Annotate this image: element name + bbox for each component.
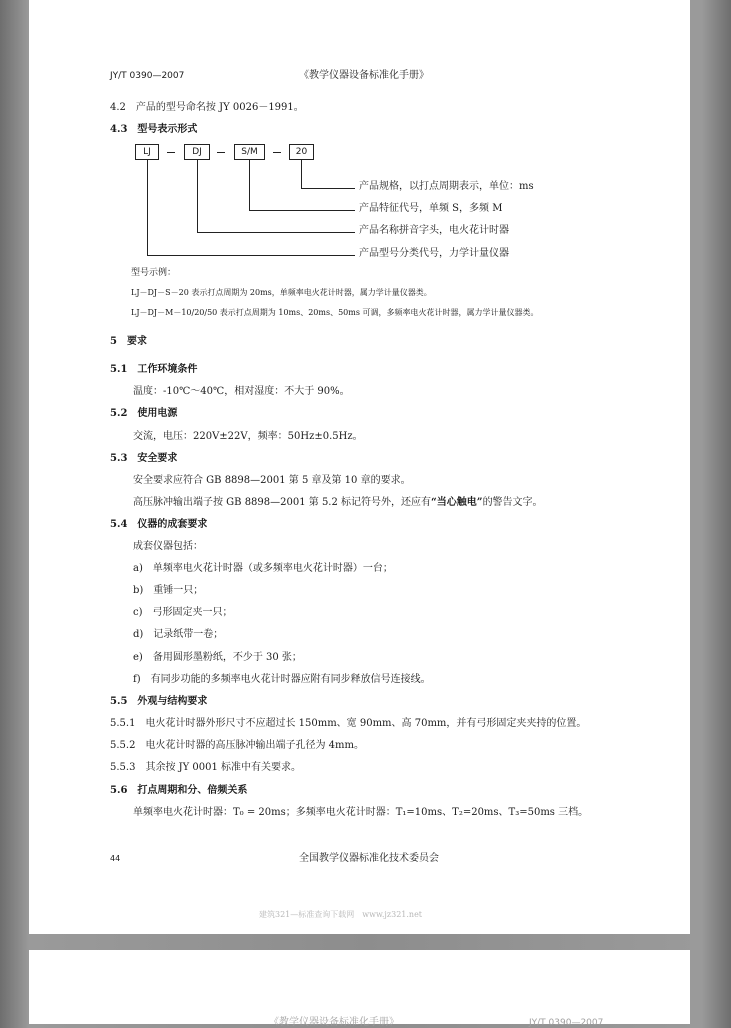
section-5-6-text: 单频率电火花计时器：T₀ = 20ms；多频率电火花计时器：T₁=10ms、T₂=20ms、T₃=50ms 三档。 [133, 807, 589, 818]
section-5-title: 5 要求 [110, 336, 147, 347]
label-name: 产品名称拼音字头，电火花计时器 [359, 225, 509, 236]
section-5-2-text: 交流，电压：220V±22V，频率：50Hz±0.5Hz。 [133, 431, 363, 442]
header-standard-code: JY/T 0390—2007 [110, 71, 185, 81]
section-4-3-title: 4.3 型号表示形式 [110, 124, 198, 135]
label-category: 产品型号分类代号，力学计量仪器 [359, 248, 509, 259]
diagram-dash [273, 152, 281, 153]
diagram-dash [217, 152, 225, 153]
connector-spec [301, 160, 302, 188]
connector-name [197, 160, 198, 232]
section-4-2: 4.2 产品的型号命名按 JY 0026－1991。 [110, 102, 304, 113]
connector-feature [249, 160, 250, 210]
list-item: a) 单频率电火花计时器（或多频率电火花计时器）一台； [133, 563, 393, 574]
connector-spec [301, 188, 355, 189]
section-5-4-title: 5.4 仪器的成套要求 [110, 519, 208, 530]
model-example-title: 型号示例： [131, 268, 177, 278]
warning-text: “当心触电” [431, 497, 483, 508]
next-page-handbook-title: 《教学仪器设备标准化手册》 [269, 1017, 399, 1028]
list-item: b) 重锤一只； [133, 585, 204, 596]
diagram-dash [167, 152, 175, 153]
section-5-2-title: 5.2 使用电源 [110, 408, 178, 419]
list-item: d) 记录纸带一卷； [133, 629, 224, 640]
box-feature-code: S/M [234, 144, 265, 160]
label-spec: 产品规格，以打点周期表示，单位：ms [359, 181, 534, 192]
section-5-5-3: 5.5.3 其余按 JY 0001 标准中有关要求。 [110, 762, 302, 773]
section-5-5-title: 5.5 外观与结构要求 [110, 696, 208, 707]
connector-category [147, 160, 148, 255]
connector-category [147, 255, 355, 256]
section-5-3-title: 5.3 安全要求 [110, 453, 178, 464]
section-5-6-title: 5.6 打点周期和分、倍频关系 [110, 785, 248, 796]
next-page-standard-code: JY/T 0390—2007 [529, 1018, 604, 1028]
connector-feature [249, 210, 355, 211]
footer-committee: 全国教学仪器标准化技术委员会 [299, 853, 439, 864]
next-document-page [29, 950, 690, 1028]
list-item: f) 有同步功能的多频率电火花计时器应附有同步释放信号连接线。 [133, 674, 431, 685]
box-category-code: LJ [135, 144, 159, 160]
section-5-3-text-2c: 的警告文字。 [482, 497, 543, 508]
section-5-3-text-1: 安全要求应符合 GB 8898—2001 第 5 章及第 10 章的要求。 [133, 475, 411, 486]
header-handbook-title: 《教学仪器设备标准化手册》 [299, 70, 429, 81]
list-item: e) 备用圆形墨粉纸，不少于 30 张； [133, 652, 302, 663]
model-example-2: LJ－DJ－M－10/20/50 表示打点周期为 10ms、20ms、50ms 可调，多频率电火花计时器，属力学计量仪器类。 [131, 308, 539, 317]
page-number: 44 [110, 854, 121, 863]
section-5-1-text: 温度：-10℃～40℃，相对湿度：不大于 90%。 [133, 386, 350, 397]
box-spec-code: 20 [289, 144, 314, 160]
model-example-1: LJ－DJ－S－20 表示打点周期为 20ms，单频率电火花计时器，属力学计量仪器类。 [131, 288, 432, 297]
watermark-text: 建筑321—标准查询下载网 www.jz321.net [259, 910, 423, 919]
section-5-4-intro: 成套仪器包括： [133, 541, 203, 552]
label-feature: 产品特征代号，单频 S，多频 M [359, 203, 503, 214]
list-item: c) 弓形固定夹一只； [133, 607, 233, 618]
section-5-5-2: 5.5.2 电火花计时器的高压脉冲输出端子孔径为 4mm。 [110, 740, 364, 751]
document-page [29, 0, 690, 934]
box-name-code: DJ [184, 144, 210, 160]
section-5-1-title: 5.1 工作环境条件 [110, 364, 198, 375]
connector-name [197, 232, 355, 233]
section-5-3-text-2 [133, 498, 543, 508]
section-5-5-1: 5.5.1 电火花计时器外形尺寸不应超过长 150mm、宽 90mm、高 70mm，并有弓形固定夹夹持的位置。 [110, 718, 587, 729]
section-5-3-text-2a: 高压脉冲输出端子按 GB 8898—2001 第 5.2 标记符号外，还应有 [133, 497, 432, 508]
